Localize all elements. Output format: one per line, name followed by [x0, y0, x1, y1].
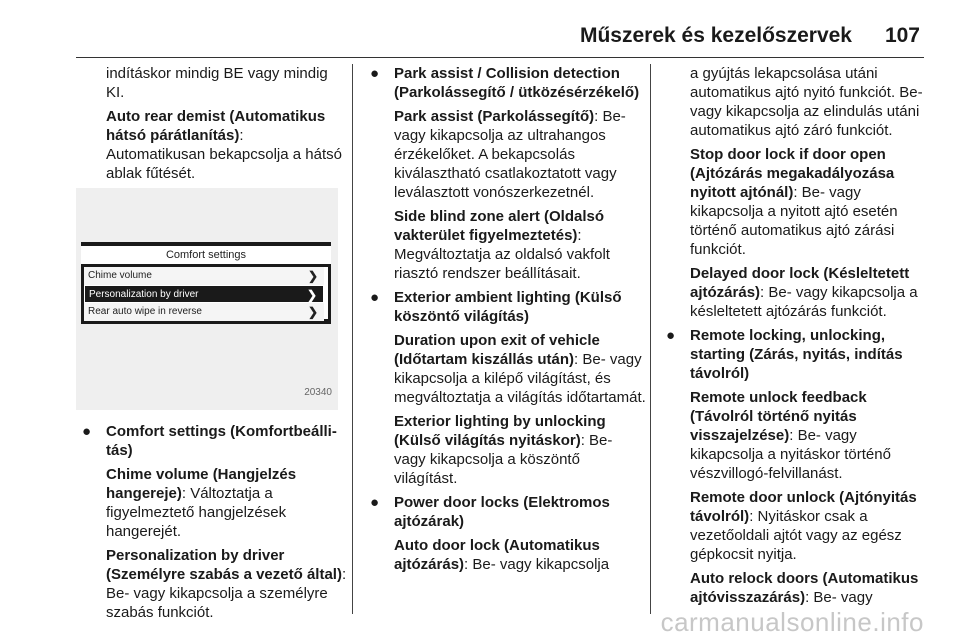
bullet-item: ● Remote locking, unlocking, starting (Zárás, nyitás, indítás távolról) Remote unlock feedback (Távolról történő nyitás visszajelzése): Be- vagy kikapcsolja a nyitáskor történő vészvillogó-felvillanást. Remote door unlock (Ajtónyitás távolról): Nyitáskor csak a vezetőoldali ajtót vagy az egész gépkocsit nyitja. Auto relock doors (Automatikus ajtóvisszazárás): Be- vagy [666, 327, 919, 606]
paragraph: Auto rear demist (Automatikus hátsó párátlanítás): Automatikusan bekapcsolja a hátsó ablak fűtését. [106, 108, 342, 182]
bullet-icon: ● [666, 327, 676, 344]
bullet-item: ● Comfort settings (Komfortbeálli-tás) Chime volume (Hangjelzés hangereje): Változtatja a figyelmeztető hangjelzések hangerejét. Personalization by driver (Személyre szabás a vezető által): Be- vagy kikapcsolja a személyre szabás funkciót. [82, 423, 347, 621]
bullet-item: ● Park assist / Collision detection (Parkolássegítő / ütközésérzékelő) Park assist (Parkolássegítő): Be- vagy kikapcsolja az ultrahangos érzékelőket. A bekapcsolás kiválasztható csatlakoztatott vagy leválasztott vonószerkezetnél. Side blind zone alert (Oldalsó vakterület figyelmeztetés): Megváltoztatja az oldalsó vakfolt riasztó rendszer beállításait. [370, 65, 640, 282]
chevron-right-icon: ❯ [307, 305, 318, 319]
chevron-right-icon: ❯ [306, 288, 317, 302]
bullet-icon: ● [370, 494, 380, 511]
figure-comfort-settings [76, 188, 338, 410]
column-1 [76, 64, 348, 627]
menu-item-chime-volume: Chime volume ❯ [84, 267, 324, 285]
paragraph: Stop door lock if door open (Ajtózárás megakadályozása nyitott ajtónál): Be- vagy kikapcsolja a nyitott ajtó esetén történő automatikus ajtó zárási funkciót. [690, 146, 898, 258]
section-title: Műszerek és kezelőszervek [579, 24, 852, 47]
screen-title: Comfort settings [81, 246, 331, 264]
page-header [0, 0, 960, 58]
watermark: carmanualsonline.info [660, 607, 924, 637]
column-3 [660, 64, 930, 612]
figure-number: 20340 [304, 387, 332, 398]
menu-item-rear-auto-wipe: Rear auto wipe in reverse ❯ [84, 303, 324, 321]
column-2 [364, 64, 646, 579]
display-screen [81, 242, 331, 324]
menu-item-personalization: Personalization by driver ❯ [84, 285, 324, 303]
paragraph: a gyújtás lekapcsolása utáni automatikus ajtó nyitó funkciót. Be- vagy kikapcsolja az elindulás utáni automatikus ajtó záró funkciót. [690, 65, 923, 139]
paragraph: indításkor mindig BE vagy mindig KI. [106, 65, 328, 101]
header-divider [76, 57, 924, 58]
bullet-icon: ● [370, 65, 380, 82]
column-divider [650, 64, 651, 614]
scrollbar [324, 267, 328, 319]
bullet-icon: ● [82, 423, 92, 440]
bullet-icon: ● [370, 289, 380, 306]
bullet-item: ● Exterior ambient lighting (Külső köszöntő világítás) Duration upon exit of vehicle (Időtartam kiszállás után): Be- vagy kikapcsolja a kilépő világítást, és megváltoztatja a világítás időtartamát. Exterior lighting by unlocking (Külső világítás nyitáskor): Be- vagy kikapcsolja a köszöntő világítást. [370, 289, 646, 487]
chevron-right-icon: ❯ [307, 269, 318, 283]
paragraph: Delayed door lock (Késleltetett ajtózárás): Be- vagy kikapcsolja a késleltetett ajtózárás funkciót. [690, 265, 918, 320]
page-number: 107 [884, 24, 920, 47]
column-divider [352, 64, 353, 614]
bullet-item: ● Power door locks (Elektromos ajtózárak) Auto door lock (Automatikus ajtózárás): Be- vagy kikapcsolja [370, 494, 610, 573]
